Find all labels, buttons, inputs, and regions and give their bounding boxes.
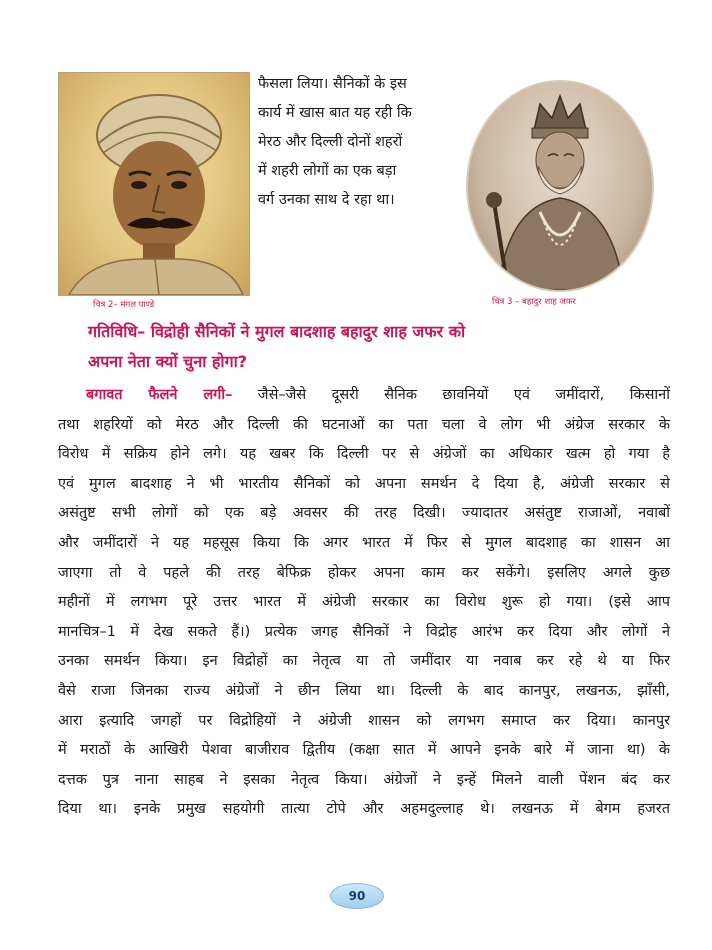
- text-line: एवं मुगल बादशाह ने भी भारतीय सैनिकों को अपना समर्थन दे दिया है, अंग्रेजी सरकार से: [58, 475, 670, 492]
- text-line: फैसला लिया। सैनिकों के इस: [258, 76, 407, 92]
- text-line: दिया था। इनके प्रमुख सहयोगी तात्या टोपे और अहमदुल्लाह थे। लखनऊ में बेगम हजरत: [58, 801, 670, 818]
- text-line: वर्ग उनका साथ दे रहा था।: [258, 192, 395, 208]
- activity-line: अपना नेता क्यों चुना होगा?: [88, 352, 248, 371]
- section-heading: बगावत फैलने लगी–: [86, 387, 233, 403]
- portrait-illustration: [59, 73, 249, 295]
- text-line: मानचित्र–1 में देख सकते हैं।) प्रत्येक जगह सैनिकों ने विद्रोह आरंभ कर दिया और लोगों ने: [58, 623, 670, 640]
- figure-caption-2: चित्र 3 – बहादुर शाह जफर: [492, 297, 576, 307]
- figure-caption-1: चित्र 2– मंगल पाण्डे: [93, 300, 155, 310]
- text-line: आरा इत्यादि जगहों पर विद्रोहियों ने अंग्रेजी शासन को लगभग समाप्त कर दिया। कानपुर: [58, 712, 670, 729]
- text-line: उनका समर्थन किया। इन विद्रोहों का नेतृत्व या तो जमींदार या नवाब कर रहे थे या फिर: [58, 653, 670, 670]
- text-line: कार्य में खास बात यह रही कि: [258, 105, 412, 121]
- text-line: महीनों में लगभग पूरे उत्तर भारत में अंग्रेजी सरकार का विरोध शुरू हो गया। (इसे आप: [58, 594, 670, 611]
- activity-line: गतिविधि– विद्रोही सैनिकों ने मुगल बादशाह बहादुर शाह जफर को: [88, 322, 466, 341]
- portrait-illustration: [468, 82, 652, 290]
- text-line: वैसे राजा जिनका राज्य अंग्रेजों ने छीन लिया था। दिल्ली के बाद कानपुर, लखनऊ, झाँसी,: [58, 682, 670, 699]
- text-line: जाएगा तो वे पहले की तरह बेफिक्र होकर अपना काम कर सकेंगे। इसलिए अगले कुछ: [58, 564, 670, 581]
- text-line: असंतुष्ट सभी लोगों को एक बड़े अवसर की तरह दिखी। ज्यादातर असंतुष्ट राजाओं, नवाबों: [58, 505, 670, 522]
- text-line: दत्तक पुत्र नाना साहब ने इसका नेतृत्व किया। अंग्रेजों ने इन्हें मिलने वाली पेंशन बंद कर: [58, 771, 670, 788]
- text-line: तथा शहरियों को मेरठ और दिल्ली की घटनाओं का पता चला वे लोग भी अंग्रेज सरकार के: [58, 416, 670, 433]
- side-paragraph: [258, 70, 463, 215]
- text-line: [58, 381, 670, 411]
- text-line: मेरठ और दिल्ली दोनों शहरों: [258, 134, 403, 150]
- portrait-bahadur-shah-zafar: [466, 80, 654, 292]
- text-line: और जमींदारों ने यह महसूस किया कि अगर भारत में फिर से मुगल बादशाह का शासन आ: [58, 534, 670, 551]
- text-run: जैसे–जैसे दूसरी सैनिक छावनियों एवं जमींदारों, किसानों: [232, 387, 670, 403]
- text-line: में मराठों के आखिरी पेशवा बाजीराव द्वितीय (कक्षा सात में आपने इनके बारे में जाना था) के: [58, 742, 670, 759]
- text-line: विरोध में सक्रिय होने लगे। यह खबर कि दिल्ली पर से अंग्रेजों का अधिकार खत्म हो गया है: [58, 446, 670, 463]
- main-paragraph: [58, 381, 670, 825]
- page-number: 90: [330, 883, 384, 909]
- activity-question: [88, 317, 668, 377]
- text-line: में शहरी लोगों का एक बड़ा: [258, 163, 397, 179]
- portrait-mangal-pandey: [58, 72, 250, 296]
